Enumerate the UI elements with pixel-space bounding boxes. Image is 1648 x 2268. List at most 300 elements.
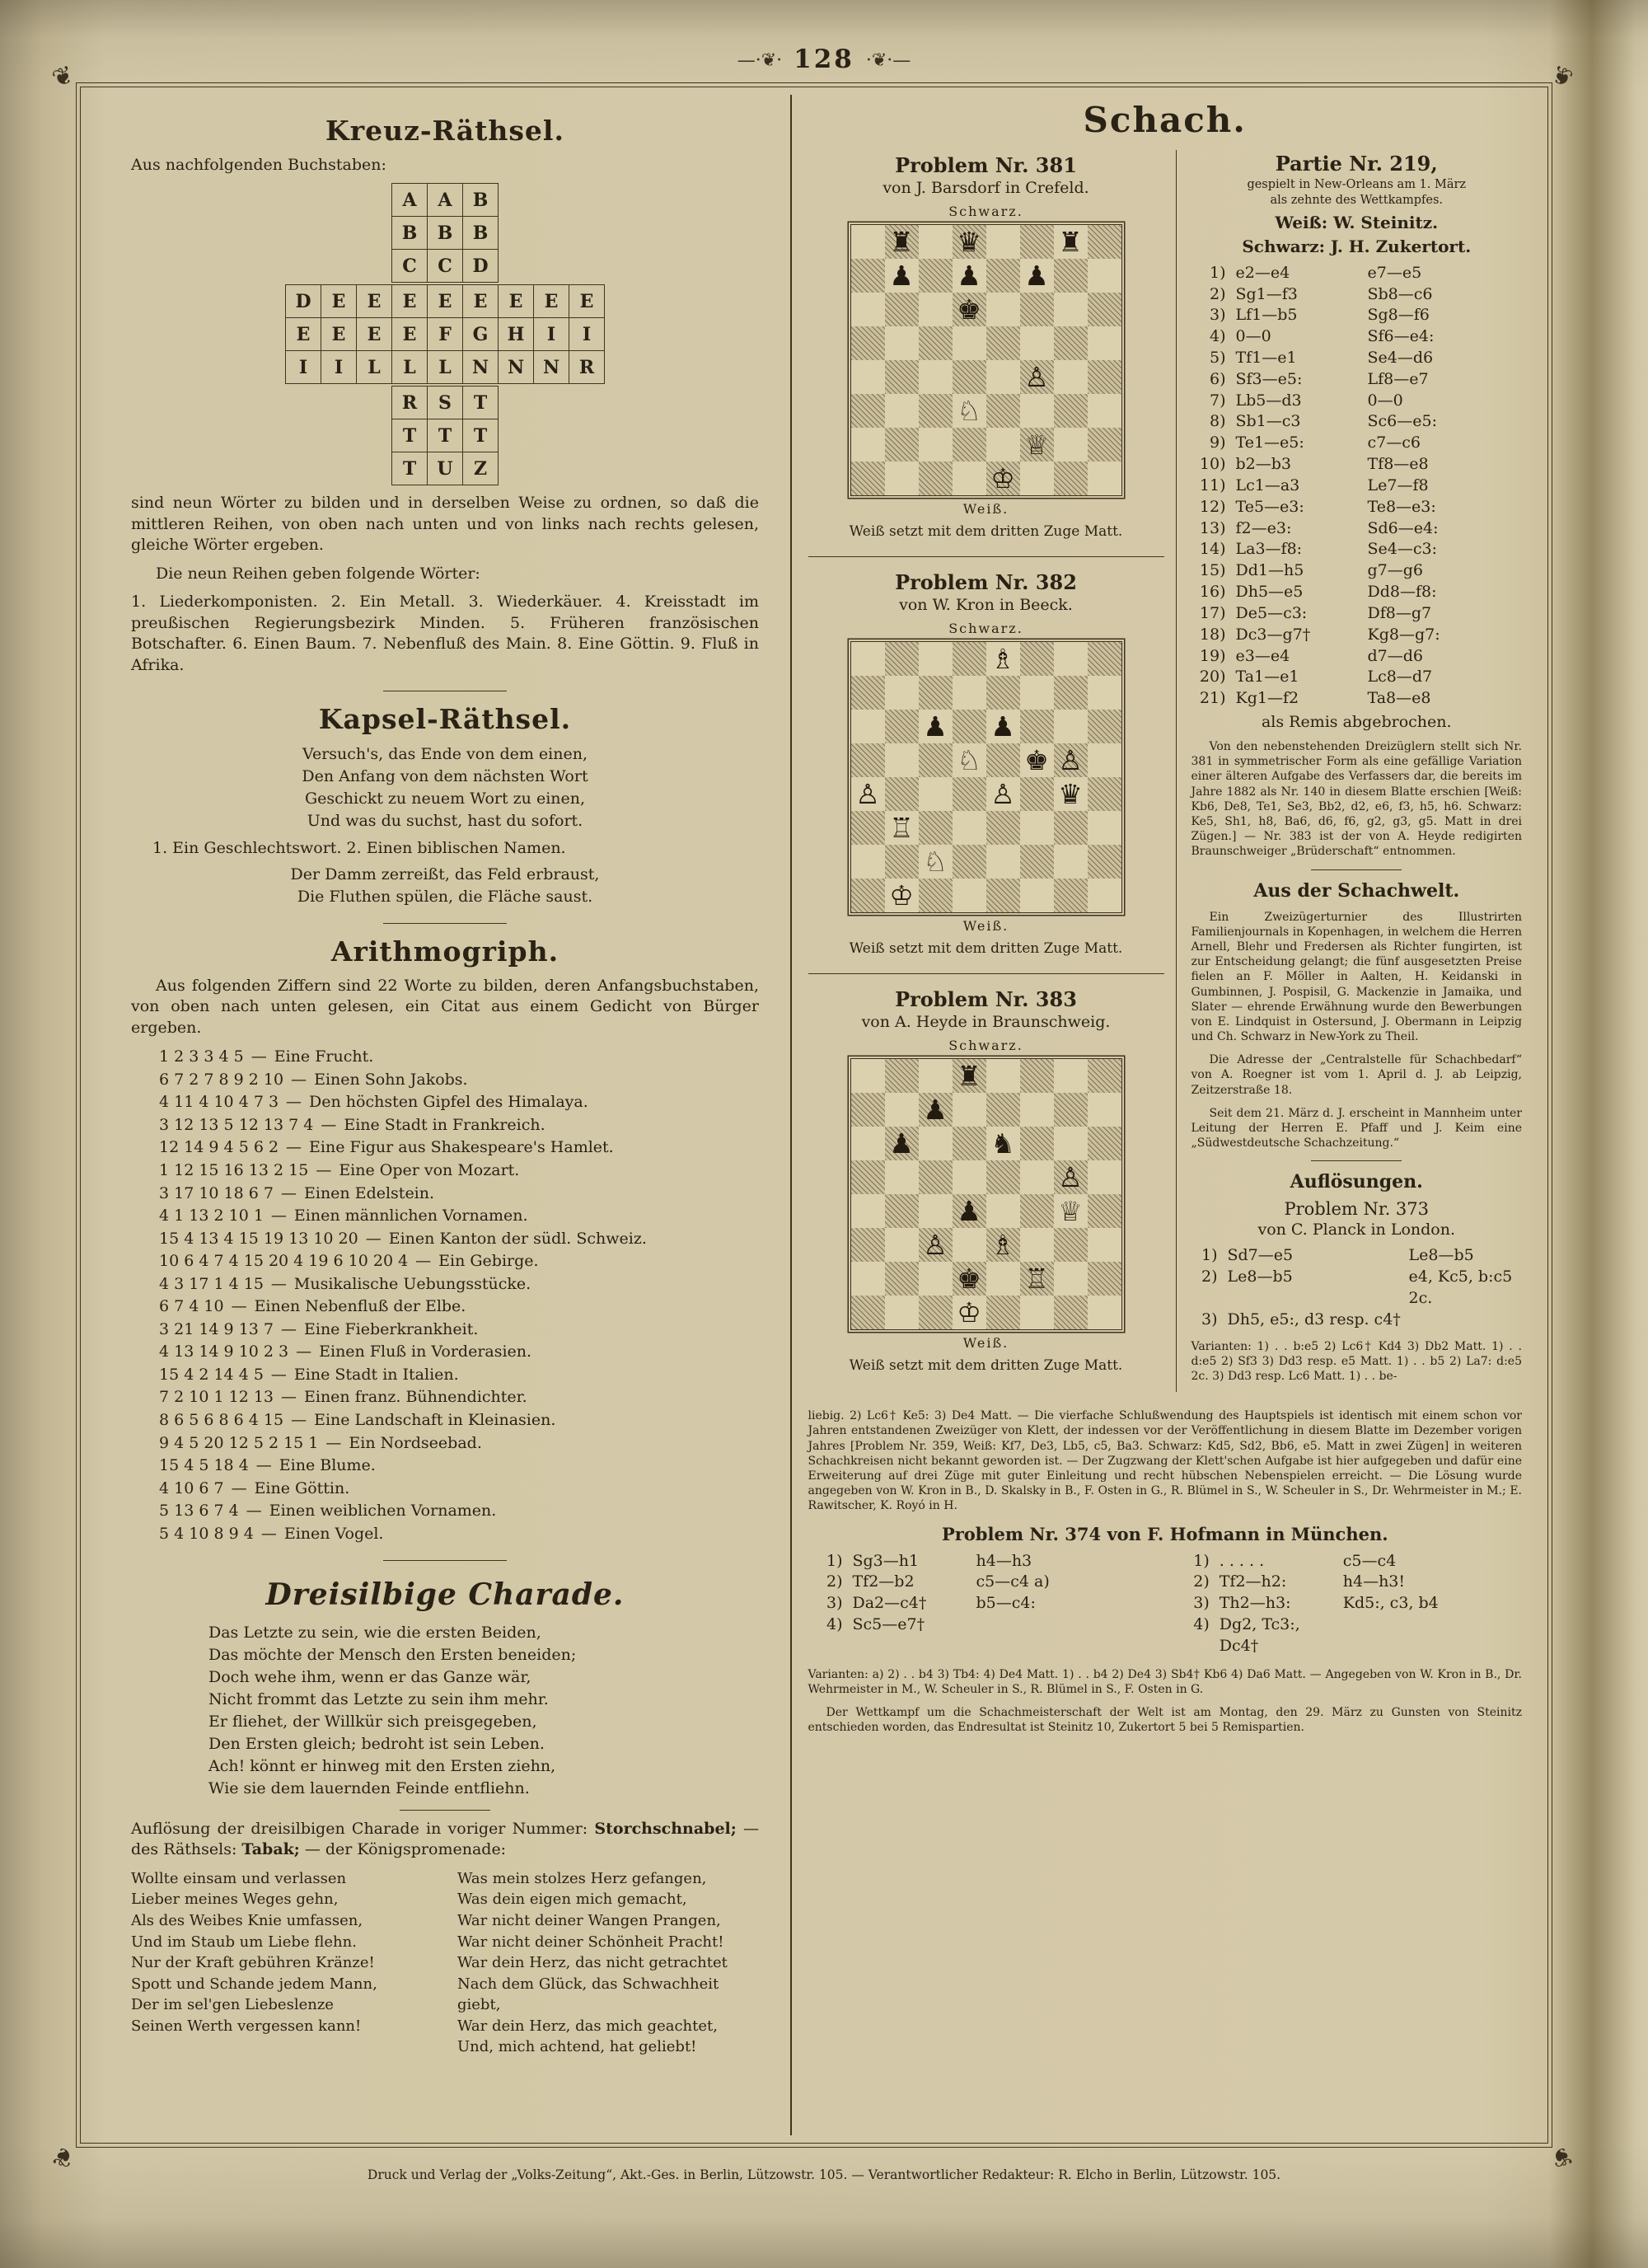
kapsel-verse-1 — [131, 743, 759, 832]
dash: — — [260, 1524, 277, 1543]
letter-cell: E — [392, 318, 428, 351]
square-a8 — [851, 642, 885, 676]
move-row — [1192, 667, 1523, 688]
square-a5 — [851, 1160, 885, 1194]
square-d2: ♚ — [953, 1262, 986, 1296]
move-row — [1192, 411, 1523, 433]
move-row — [808, 1593, 1155, 1614]
verse-line: Nach dem Glück, das Schwachheit giebt, — [457, 1975, 719, 2014]
clue-text: Einen weiblichen Vornamen. — [269, 1502, 497, 1521]
clue-text: Eine Oper von Mozart. — [339, 1160, 520, 1179]
letter-cell: E — [286, 318, 321, 351]
clue-text: Eine Göttin. — [254, 1478, 350, 1497]
solution-374-side-line — [1175, 1551, 1522, 1657]
square-e8: ♗ — [986, 642, 1020, 676]
square-h5 — [1088, 326, 1121, 360]
clue-text: Einen Fluß in Vorderasien. — [319, 1343, 532, 1361]
koenigspromenade — [131, 1868, 759, 2058]
move-row — [1175, 1572, 1522, 1593]
arithmogriph-line — [131, 1136, 759, 1160]
clue-text: Ein Nordseebad. — [349, 1433, 482, 1452]
square-h8 — [1088, 642, 1121, 676]
black-label: Schwarz. — [948, 621, 1023, 636]
black-move: e4, Kc5, b:c5 2c. — [1408, 1268, 1513, 1308]
letter-cell: I — [569, 318, 605, 351]
square-h2 — [1088, 428, 1121, 462]
problem-title: Problem Nr. 381 — [895, 153, 1077, 177]
square-c3: ♙ — [919, 1228, 953, 1262]
imprint-line: Druck und Verlag der „Volks-Zeitung“, Akt.-Ges. in Berlin, Lützowstr. 105. — Verantwortlicher Redakteur: R. Elcho in Berlin, Lützowstr. 105. — [367, 2167, 1281, 2182]
square-g6 — [1054, 1127, 1088, 1160]
move-row — [1192, 518, 1523, 540]
letter-grid-row — [286, 285, 605, 318]
square-d5: ♘ — [953, 743, 986, 777]
white-move: Dc3—g7† — [1235, 625, 1311, 644]
white-move: . . . . . — [1219, 1551, 1265, 1570]
square-b3 — [885, 1228, 919, 1262]
move-number: 4) — [1209, 327, 1226, 346]
square-f3 — [1020, 1228, 1054, 1262]
white-move: Sg3—h1 — [852, 1551, 920, 1570]
letter-cell: L — [357, 351, 392, 384]
square-c4 — [919, 1194, 953, 1228]
square-e1 — [986, 1296, 1020, 1329]
square-b4 — [885, 360, 919, 394]
black-move: g7—g6 — [1367, 561, 1424, 580]
arithmogriph-line — [131, 1386, 759, 1409]
black-move: h4—h3 — [976, 1551, 1032, 1570]
solution-text: — des Räthsels: — [131, 1820, 759, 1859]
move-number: 2) — [1193, 1572, 1210, 1591]
partie-move-list — [1192, 263, 1523, 710]
square-a6 — [851, 710, 885, 743]
move-number: 2) — [1209, 284, 1226, 303]
arithmogriph-line — [131, 1183, 759, 1206]
square-b6: ♟ — [885, 1127, 919, 1160]
wettkampf-note: Der Wettkampf um die Schachmeisterschaft der Welt ist am Montag, den 29. März zu Gunsten von Steinitz entschieden worden, das Endresultat ist Steinitz 10, Zukertort 5 bei 5 Remispartien. — [808, 1706, 1522, 1735]
square-e2 — [986, 1262, 1020, 1296]
letter-cell: R — [392, 387, 428, 419]
letter-cell: G — [463, 318, 499, 351]
arithmogriph-line — [131, 1341, 759, 1364]
verse-line: Das Letzte zu sein, wie die ersten Beiden, — [208, 1624, 541, 1642]
solution-373-moves — [1192, 1245, 1523, 1330]
square-e5 — [986, 1160, 1020, 1194]
square-h7 — [1088, 676, 1121, 710]
black-move: c5—c4 — [1342, 1551, 1397, 1570]
black-move — [976, 1614, 1155, 1636]
black-move: Lf8—e7 — [1367, 369, 1429, 388]
solution-373-continuation: liebig. 2) Lc6† Ke5: 3) De4 Matt. — Die vierfache Schlußwendung des Hauptspiels ist identisch mit einem schon vor Jahren entstandenen Zweizüger von Klett, der indessen vor der Veröffentlichung in diesem Blatte im Dezember vorigen Jahres [Problem Nr. 359, Weiß: Kf7, De3, Lb5, c5, Ba3. Schwarz: Kd5, Sd2, Bb6, e5. Matt in zwei Zügen] in weiteren Schachkreisen nicht bekannt geworden ist. — Der Zugzwang der Klett'schen Aufgabe ist hier aufgegeben und dafür eine Erweiterung auf drei Züge mit guter Einleitung und recht hübschen Nebenspielen erreicht. — Die Lösung wurde angegeben von W. Kron in B., D. Skalsky in B., F. Osten in G., R. Blümel in S., W. Scheuler in S., Dr. Wehrmeister in M.; E. Rawitscher, K. Royó in H. — [808, 1409, 1522, 1513]
black-move: e7—e5 — [1367, 263, 1422, 282]
corner-flourish-icon: ❦ — [48, 2139, 78, 2174]
square-h1 — [1088, 462, 1121, 495]
letter-grid-row — [286, 351, 605, 384]
dash: — — [291, 1070, 307, 1089]
white-move: Sc5—e7† — [852, 1615, 925, 1634]
verse-line: Was dein eigen mich gemacht, — [457, 1891, 687, 1909]
verse-line: Geschickt zu neuem Wort zu einen, — [304, 790, 586, 808]
section-divider — [383, 923, 507, 924]
letter-cell: C — [392, 250, 428, 283]
flourish-icon: —·❦· — [737, 50, 783, 71]
move-number: 13) — [1199, 518, 1226, 537]
dash: — — [415, 1252, 432, 1271]
move-row — [1192, 688, 1523, 710]
letter-cell: T — [428, 419, 463, 452]
square-b7 — [885, 1093, 919, 1127]
problem-373-byline: von C. Planck in London. — [1257, 1221, 1456, 1239]
letter-grid — [391, 183, 499, 283]
arithmogriph-line — [131, 1319, 759, 1342]
move-row — [1192, 582, 1523, 603]
verse-line: Und was du suchst, hast du sofort. — [307, 811, 583, 830]
square-f2: ♕ — [1020, 428, 1054, 462]
black-move — [1343, 1614, 1522, 1657]
square-b5 — [885, 326, 919, 360]
letter-cell: T — [392, 419, 428, 452]
white-move: Dh5, e5:, d3 resp. c4† — [1227, 1310, 1401, 1328]
clue-text: Eine Blume. — [279, 1456, 376, 1475]
square-e7 — [986, 259, 1020, 293]
dash: — — [246, 1502, 262, 1521]
dash: — — [286, 1093, 302, 1112]
letter-cell: B — [463, 217, 499, 250]
letter-cell: A — [428, 184, 463, 217]
black-move: d7—d6 — [1367, 646, 1424, 665]
clue-text: Einen Nebenfluß der Elbe. — [254, 1297, 466, 1316]
black-move: b5—c4: — [976, 1594, 1036, 1613]
arithmogriph-line — [131, 1114, 759, 1137]
white-move: Tf1—e1 — [1235, 349, 1297, 367]
letter-cell: I — [321, 351, 357, 384]
square-c5 — [919, 743, 953, 777]
kreuz-words-intro: Die neun Reihen geben folgende Wörter: — [156, 564, 480, 583]
letter-cell: D — [286, 285, 321, 318]
white-move: Sd7—e5 — [1227, 1246, 1294, 1265]
letter-cell: E — [321, 318, 357, 351]
schachwelt-news: Die Adresse der „Centralstelle für Schachbedarf“ von A. Roegner ist vom 1. April d. J. ab Leipzig, Zeitzerstraße 18. — [1191, 1053, 1522, 1097]
square-g4 — [1054, 360, 1088, 394]
clue-text: Eine Fieberkrankheit. — [304, 1319, 479, 1338]
dash: — — [316, 1160, 332, 1179]
dash: — — [255, 1456, 272, 1475]
white-move: 0—0 — [1235, 327, 1271, 346]
square-e6 — [986, 293, 1020, 326]
aufloesungen-title: Auflösungen. — [1290, 1171, 1423, 1193]
letter-cell: L — [428, 351, 463, 384]
black-move: Se4—d6 — [1367, 349, 1434, 367]
dash: — — [270, 1274, 287, 1293]
square-g6 — [1054, 293, 1088, 326]
square-f7 — [1020, 1093, 1054, 1127]
square-f2 — [1020, 845, 1054, 879]
square-f1 — [1020, 462, 1054, 495]
move-row — [1192, 391, 1523, 412]
move-row — [1192, 539, 1523, 560]
letter-cell: I — [534, 318, 569, 351]
square-f8 — [1020, 225, 1054, 259]
black-move — [1409, 1310, 1523, 1331]
letter-cell: R — [569, 351, 605, 384]
move-row — [808, 1572, 1155, 1593]
square-d6: ♚ — [953, 293, 986, 326]
move-number: 9) — [1209, 433, 1226, 452]
arithmogriph-line — [131, 1205, 759, 1228]
square-c8 — [919, 225, 953, 259]
square-d2 — [953, 428, 986, 462]
white-move: f2—e3: — [1235, 518, 1292, 537]
digit-sequence: 3 17 10 18 6 7 — [159, 1183, 274, 1202]
square-b8: ♜ — [885, 225, 919, 259]
dash: — — [321, 1115, 337, 1134]
puzzle-column — [93, 95, 790, 2135]
square-b2 — [885, 845, 919, 879]
digit-sequence: 1 2 3 3 4 5 — [159, 1047, 244, 1066]
page-header — [0, 45, 1648, 74]
digit-sequence: 4 10 6 7 — [159, 1478, 224, 1497]
square-h2 — [1088, 845, 1121, 879]
black-move: Tf8—e8 — [1367, 455, 1429, 474]
square-c2: ♘ — [919, 845, 953, 879]
verse-line: Der im sel'gen Liebeslenze — [131, 1996, 334, 2014]
clue-text: Eine Frucht. — [274, 1047, 374, 1066]
black-move: Kd5:, c3, b4 — [1342, 1594, 1439, 1613]
square-g3 — [1054, 811, 1088, 845]
square-e6: ♟ — [986, 710, 1020, 743]
black-player: Schwarz: J. H. Zukertort. — [1242, 236, 1472, 256]
problem-title: Problem Nr. 383 — [895, 987, 1077, 1011]
move-number: 1) — [1209, 263, 1226, 282]
dash: — — [286, 1138, 302, 1157]
move-row — [808, 1614, 1155, 1636]
square-a1 — [851, 1296, 885, 1329]
letter-grid-row — [392, 184, 499, 217]
square-d3: ♘ — [953, 394, 986, 428]
square-e4 — [986, 360, 1020, 394]
square-b8 — [885, 642, 919, 676]
square-d4 — [953, 777, 986, 811]
square-b1 — [885, 462, 919, 495]
kreuz-word-list: 1. Liederkomponisten. 2. Ein Metall. 3. Wiederkäuer. 4. Kreisstadt im preußischen Regierungsbezirk Minden. 5. Früheren französischen Botschafter. 6. Einen Baum. 7. Nebenfluß des Main. 8. Eine Göttin. 9. Fluß in Afrika. — [131, 593, 759, 674]
letter-cell: C — [428, 250, 463, 283]
square-e1 — [986, 879, 1020, 912]
white-label: Weiß. — [962, 1335, 1009, 1351]
dash: — — [296, 1343, 312, 1361]
move-row — [1175, 1593, 1522, 1614]
arithmogriph-line — [131, 1409, 759, 1432]
white-move: e3—e4 — [1235, 646, 1290, 665]
corner-flourish-icon: ❦ — [1547, 2139, 1577, 2174]
move-number: 3) — [1193, 1594, 1210, 1613]
kreuz-intro: Aus nachfolgenden Buchstaben: — [131, 156, 386, 174]
square-e5 — [986, 743, 1020, 777]
move-number: 2) — [1201, 1268, 1218, 1286]
letter-cell: E — [463, 285, 499, 318]
black-move: Sc6—e5: — [1367, 412, 1437, 431]
problem-title: Problem Nr. 382 — [895, 570, 1077, 594]
square-g3 — [1054, 394, 1088, 428]
square-f3 — [1020, 394, 1054, 428]
kreuz-raethsel-title: Kreuz-Räthsel. — [325, 115, 564, 147]
letter-cell: L — [392, 351, 428, 384]
white-move: Tf2—h2: — [1219, 1572, 1287, 1591]
digit-sequence: 5 13 6 7 4 — [159, 1502, 239, 1521]
black-label: Schwarz. — [948, 1038, 1023, 1053]
white-move: Le8—b5 — [1227, 1268, 1293, 1286]
black-move: Le8—b5 — [1408, 1246, 1474, 1265]
digit-sequence: 6 7 2 7 8 9 2 10 — [159, 1070, 284, 1089]
arithmogriph-title: Arithmogriph. — [330, 935, 559, 968]
square-f6 — [1020, 293, 1054, 326]
square-b3 — [885, 394, 919, 428]
problem-byline: von J. Barsdorf in Crefeld. — [883, 179, 1089, 197]
verse-line: War nicht deiner Wangen Prangen, — [457, 1912, 721, 1930]
black-move: Sf6—e4: — [1367, 327, 1435, 346]
square-d7 — [953, 1093, 986, 1127]
square-c7: ♟ — [919, 1093, 953, 1127]
digit-sequence: 12 14 9 4 5 6 2 — [159, 1138, 279, 1157]
move-number: 5) — [1209, 349, 1226, 367]
letter-grid-row — [392, 250, 499, 283]
square-b8 — [885, 1059, 919, 1093]
square-a6 — [851, 1127, 885, 1160]
white-move: Lc1—a3 — [1235, 476, 1300, 494]
square-d2 — [953, 845, 986, 879]
letter-cell: E — [569, 285, 605, 318]
move-row — [808, 1551, 1155, 1572]
move-number: 3) — [1201, 1310, 1218, 1328]
promenade-verse-left — [131, 1868, 433, 2058]
move-number: 15) — [1199, 561, 1226, 580]
digit-sequence: 5 4 10 8 9 4 — [159, 1524, 254, 1543]
square-e1: ♔ — [986, 462, 1020, 495]
square-b3: ♖ — [885, 811, 919, 845]
square-f7 — [1020, 676, 1054, 710]
letter-cell: F — [428, 318, 463, 351]
square-f5: ♚ — [1020, 743, 1054, 777]
letter-cell: U — [428, 452, 463, 485]
dash: — — [281, 1388, 297, 1407]
verse-line: Und im Staub um Liebe flehn. — [131, 1933, 357, 1951]
verse-line: War dein Herz, das mich geachtet, — [457, 2017, 718, 2035]
square-a5 — [851, 326, 885, 360]
verse-line: War dein Herz, das nicht getrachtet — [457, 1954, 728, 1972]
square-f7: ♟ — [1020, 259, 1054, 293]
letter-cell: D — [463, 250, 499, 283]
move-number: 1) — [1201, 1246, 1218, 1265]
move-row — [1192, 454, 1523, 476]
dash: — — [281, 1319, 297, 1338]
square-g8 — [1054, 642, 1088, 676]
verse-line: Den Anfang von dem nächsten Wort — [302, 767, 588, 786]
corner-flourish-icon: ❦ — [1547, 59, 1577, 95]
letter-cell: N — [463, 351, 499, 384]
arithmogriph-line — [131, 1069, 759, 1092]
charade-solution — [131, 1819, 759, 1861]
letter-grid-row — [392, 387, 499, 419]
digit-sequence: 3 21 14 9 13 7 — [159, 1319, 274, 1338]
square-h4 — [1088, 777, 1121, 811]
square-h6 — [1088, 710, 1121, 743]
square-g7 — [1054, 676, 1088, 710]
digit-sequence: 1 12 15 16 13 2 15 — [159, 1160, 309, 1179]
square-b7 — [885, 676, 919, 710]
white-move: Th2—h3: — [1219, 1594, 1291, 1613]
square-a7 — [851, 259, 885, 293]
section-divider — [1311, 869, 1402, 870]
letter-cell: N — [499, 351, 534, 384]
clue-text: Eine Stadt in Frankreich. — [344, 1115, 545, 1134]
square-e4: ♙ — [986, 777, 1020, 811]
square-c3 — [919, 394, 953, 428]
flourish-icon: ·❦·— — [865, 50, 911, 71]
square-d8: ♛ — [953, 225, 986, 259]
square-h6 — [1088, 293, 1121, 326]
square-a3 — [851, 1228, 885, 1262]
white-move: De5—c3: — [1235, 603, 1308, 622]
square-c2 — [919, 428, 953, 462]
move-number: 1) — [1193, 1551, 1210, 1570]
problem-373-title: Problem Nr. 373 — [1284, 1199, 1430, 1220]
digit-sequence: 8 6 5 6 8 6 4 15 — [159, 1411, 284, 1429]
chessboard-381 — [850, 224, 1122, 496]
square-h3 — [1088, 394, 1121, 428]
square-c6: ♟ — [919, 710, 953, 743]
square-h8 — [1088, 1059, 1121, 1093]
verse-line: Und, mich achtend, hat geliebt! — [457, 2038, 697, 2056]
dash: — — [291, 1411, 307, 1429]
solution-word: Tabak; — [241, 1840, 300, 1859]
white-move: Te5—e3: — [1235, 497, 1304, 516]
arithmogriph-line — [131, 1432, 759, 1455]
dash: — — [270, 1365, 287, 1384]
square-h4 — [1088, 360, 1121, 394]
clue-text: Einen Sohn Jakobs. — [314, 1070, 468, 1089]
black-move: Dd8—f8: — [1367, 583, 1437, 602]
arithmogriph-line — [131, 1500, 759, 1523]
letter-cell: E — [534, 285, 569, 318]
digit-sequence: 4 11 4 10 4 7 3 — [159, 1093, 279, 1112]
move-row — [1192, 1267, 1523, 1310]
letter-cell: E — [392, 285, 428, 318]
digit-sequence: 9 4 5 20 12 5 2 15 1 — [159, 1433, 319, 1452]
white-move: Ta1—e1 — [1235, 668, 1299, 686]
dash: — — [365, 1229, 382, 1248]
digit-sequence: 4 1 13 2 10 1 — [159, 1207, 264, 1225]
arithmogriph-line — [131, 1478, 759, 1501]
move-row — [1192, 560, 1523, 582]
square-f4 — [1020, 1194, 1054, 1228]
letter-grid-middle — [131, 284, 759, 384]
problem-381 — [808, 153, 1164, 540]
square-a7 — [851, 676, 885, 710]
white-move: Tf2—b2 — [852, 1572, 915, 1591]
solution-374-variants: Varianten: a) 2) . . b4 3) Tb4: 4) De4 Matt. 1) . . b4 2) De4 3) Sb4† Kb6 4) Da6 Matt. — Angegeben von W. Kron in B., Dr. Wehrmeister in M., W. Scheuler in S., R. Blümel in S., F. Osten in G. — [808, 1667, 1522, 1696]
square-a4 — [851, 360, 885, 394]
square-d1 — [953, 462, 986, 495]
verse-line: Die Fluthen spülen, die Fläche saust. — [297, 887, 593, 906]
kapsel-verse-2 — [131, 864, 759, 908]
page-frame — [76, 82, 1552, 2148]
move-row — [1192, 476, 1523, 497]
white-move: Dg2, Tc3:, Dc4† — [1219, 1615, 1300, 1655]
letter-cell: T — [463, 387, 499, 419]
verse-line: Den Ersten gleich; bedroht ist sein Leben. — [208, 1735, 545, 1754]
digit-sequence: 7 2 10 1 12 13 — [159, 1388, 274, 1407]
move-row — [1192, 1245, 1523, 1267]
square-f4 — [1020, 777, 1054, 811]
